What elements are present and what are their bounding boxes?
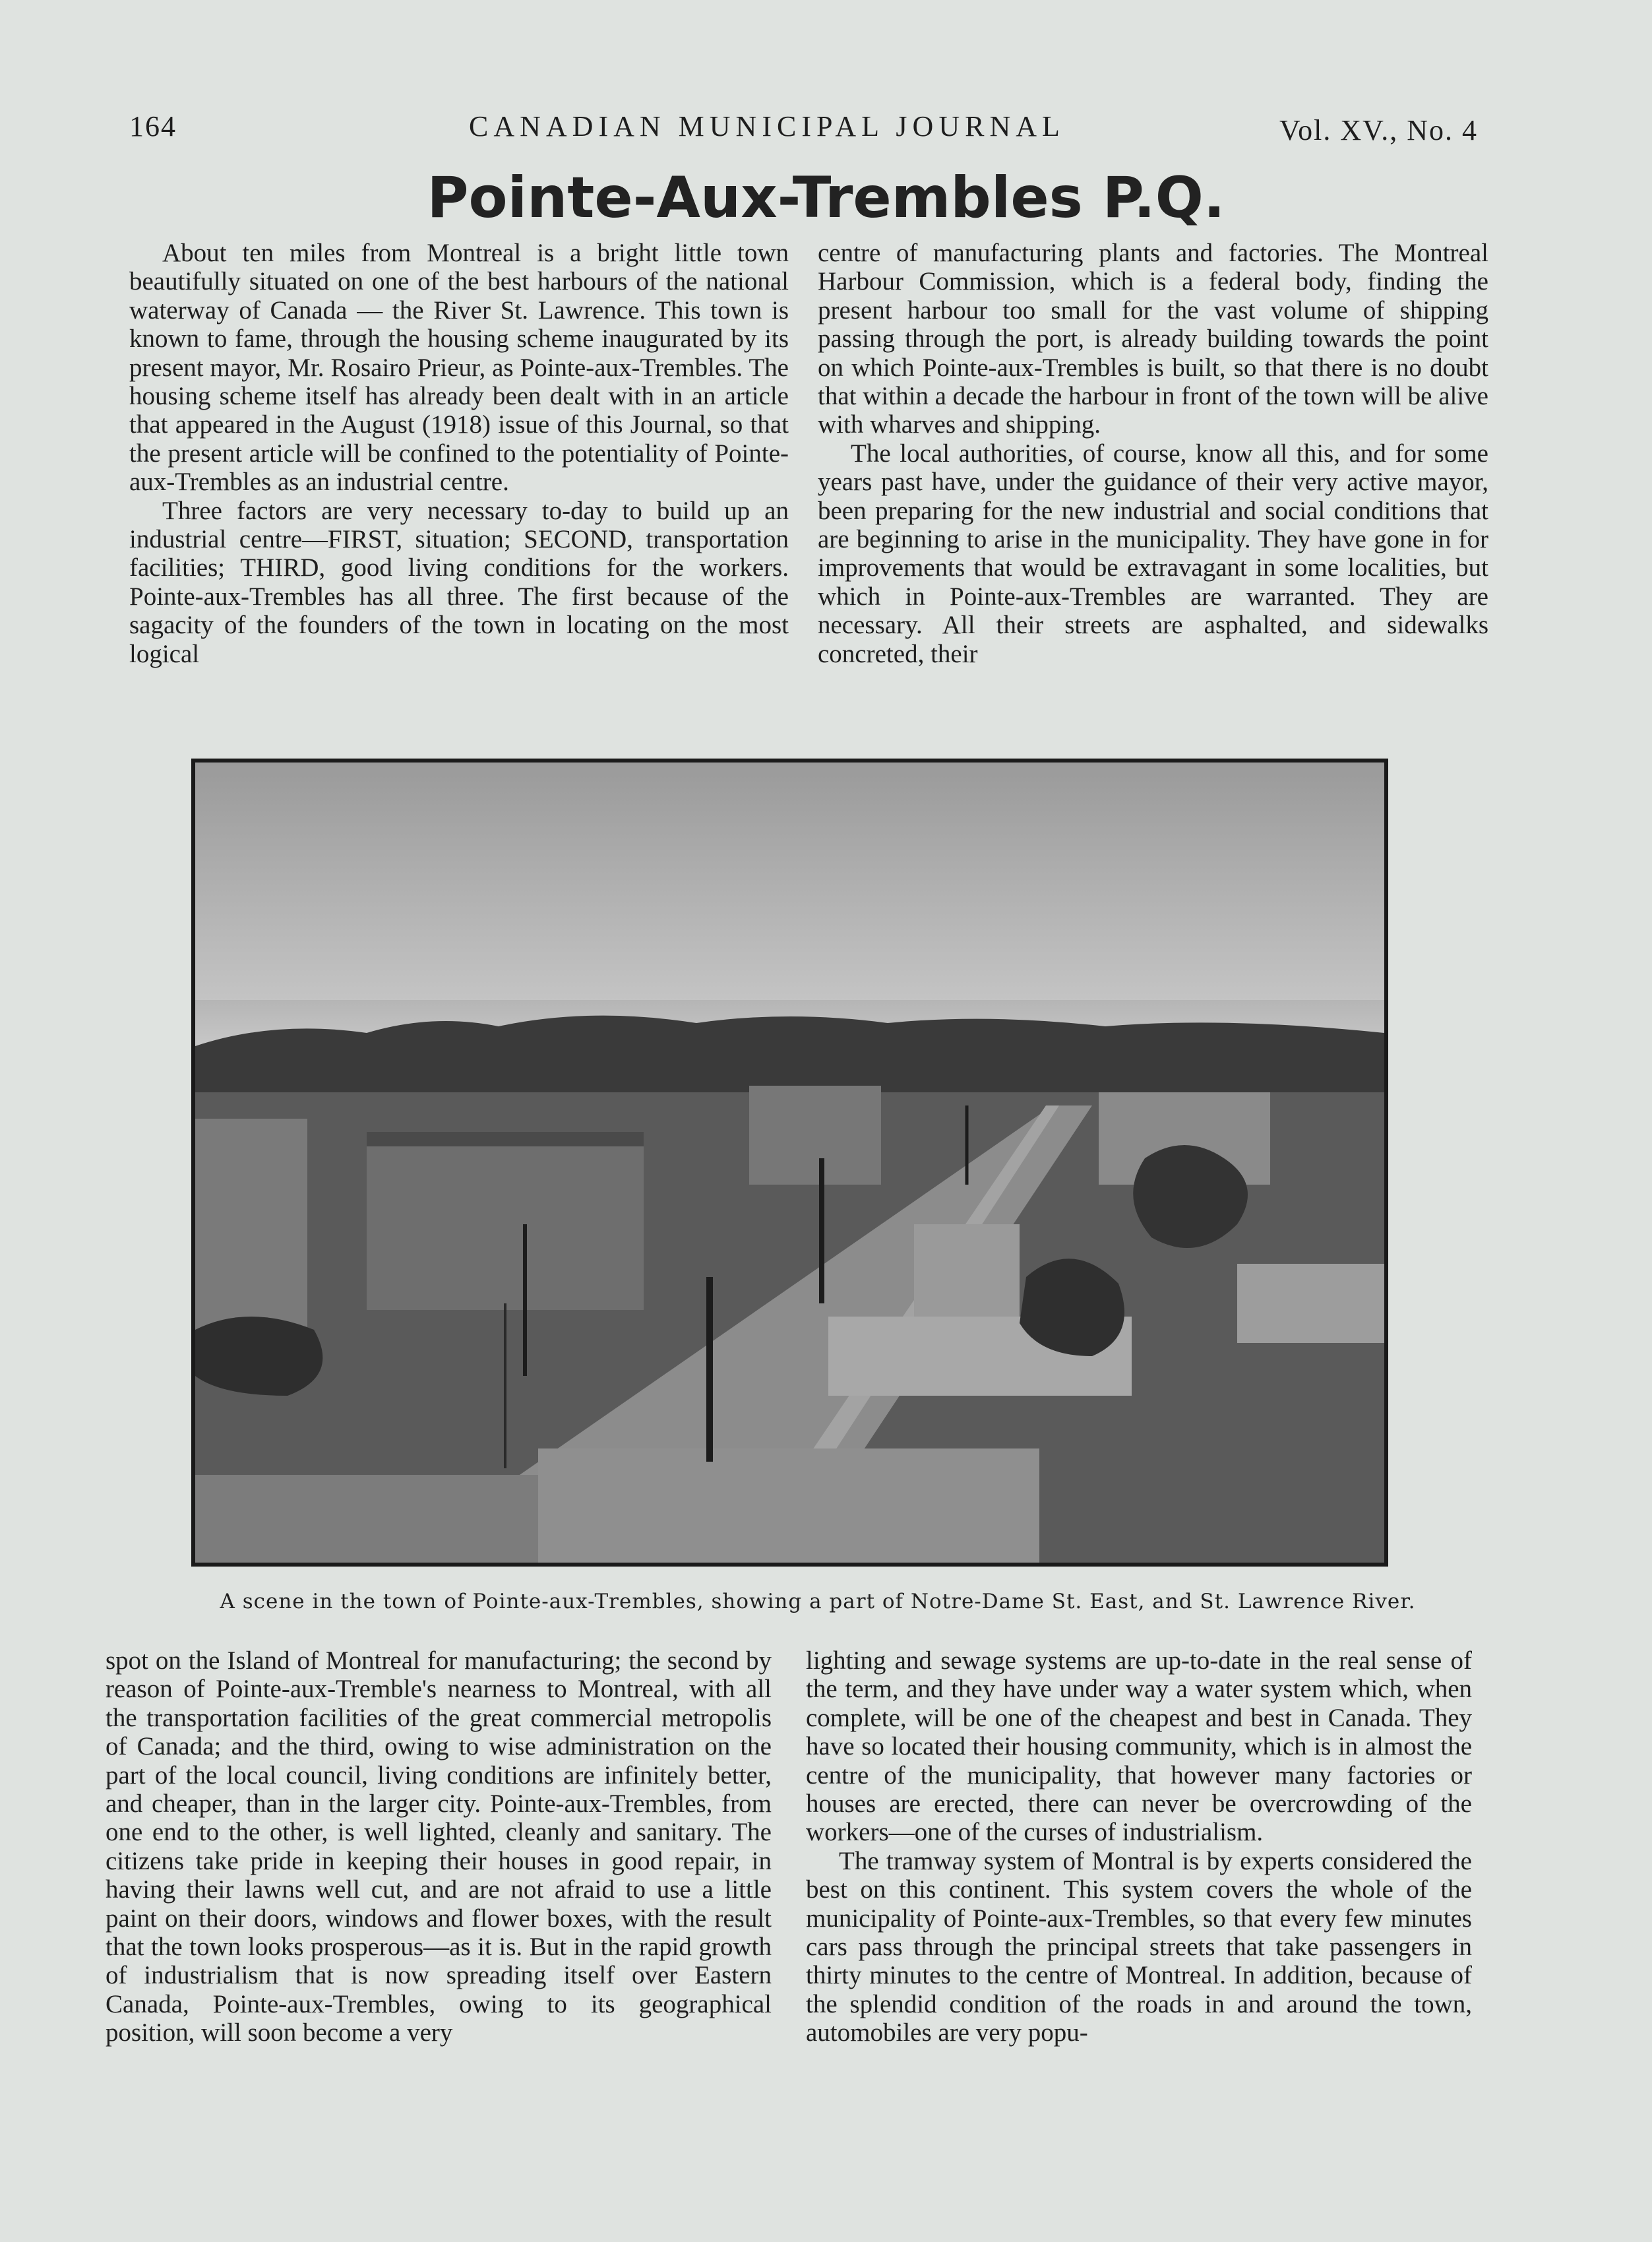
- foreground-roof: [538, 1448, 1039, 1563]
- volume-number: Vol. XV., No. 4: [1279, 114, 1478, 146]
- building-roof: [367, 1132, 644, 1146]
- article-title: Pointe-Aux-Trembles P.Q.: [427, 165, 1225, 231]
- column-top-left: [129, 239, 789, 735]
- paragraph: The local authorities, of course, know all this, and for some years past have, under the guidance of their very active mayor, been preparing for the new industrial and social conditions that are beginning to arise in the municipality. They have gone in for improvements that would be extravagant in some localities, but which in Pointe-aux-Trembles are warranted. They are necessary. All their streets are asphalted, and sidewalks concreted, their: [818, 439, 1488, 668]
- paragraph: centre of manufacturing plants and factories. The Montreal Harbour Commission, which is a federal body, finding the present harbour too small for the vast volume of shipping passing through the port, is already building towards the point on which Pointe-aux-Trembles is built, so that there is no doubt that within a decade the harbour in front of the town will be alive with wharves and shipping.: [818, 239, 1488, 439]
- photo-illustration: [195, 763, 1384, 1563]
- building: [749, 1086, 881, 1185]
- building: [195, 1119, 307, 1336]
- house: [914, 1224, 1020, 1317]
- paragraph: lighting and sewage systems are up-to-date in the real sense of the term, and they have under way a water system which, when complete, will be one of the cheapest and best in Canada. They have so located their housing community, which is in almost the centre of the municipality, that however many factories or houses are erected, there can never be overcrowding of the workers—one of the curses of industrialism.: [806, 1646, 1472, 1847]
- page-number: 164: [129, 110, 177, 142]
- photo-caption: A scene in the town of Pointe-aux-Trembles, showing a part of Notre-Dame St. East, and St. Lawrence River.: [220, 1590, 1416, 1613]
- running-head: [129, 106, 1478, 152]
- column-bottom-right: [806, 1646, 1472, 2148]
- paragraph: The tramway system of Montral is by experts considered the best on this continent. This system covers the whole of the municipality of Pointe-aux-Trembles, so that every few minutes cars pass through the principal streets that take passengers in thirty minutes to the centre of Montreal. In addition, because of the splendid condition of the roads in and around the town, automobiles are very popu-: [806, 1846, 1472, 2047]
- journal-name: CANADIAN MUNICIPAL JOURNAL: [469, 110, 1065, 142]
- building: [367, 1138, 644, 1310]
- paragraph: About ten miles from Montreal is a bright little town beautifully situated on one of the best harbours of the national waterway of Canada — the River St. Lawrence. This town is known to fame, through the housing scheme inaugurated by its present mayor, Mr. Rosairo Prieur, as Pointe-aux-Trembles. The housing scheme itself has already been dealt with in an article that appeared in the August (1918) issue of this Journal, so that the present article will be confined to the potentiality of Pointe-aux-Trembles as an industrial centre.: [129, 239, 789, 497]
- sky: [195, 763, 1384, 1013]
- tree: [195, 1317, 322, 1396]
- street-scene-photo: [191, 759, 1388, 1567]
- column-bottom-left: [106, 1646, 772, 2148]
- paragraph: Three factors are very necessary to-day to build up an industrial centre—FIRST, situation; SECOND, transportation facilities; THIRD, good living conditions for the workers. Pointe-aux-Trembles has all three. The first because of the sagacity of the founders of the town in locating on the most logical: [129, 496, 789, 668]
- column-top-right: [818, 239, 1488, 735]
- foreground-roof: [195, 1475, 538, 1563]
- paragraph: spot on the Island of Montreal for manufacturing; the second by reason of Pointe-aux-Tremble's nearness to Montreal, with all the transportation facilities of the great commercial metropolis of Canada; and the third, owing to wise administration on the part of the local council, living conditions are infinitely better, and cheaper, than in the larger city. Pointe-aux-Trembles, from one end to the other, is well lighted, cleanly and sanitary. The citizens take pride in keeping their houses in good repair, in having their lawns well cut, and are not afraid to use a little paint on their doors, windows and flower boxes, with the result that the town looks prosperous—as it is. But in the rapid growth of industrialism that is now spreading itself over Eastern Canada, Pointe-aux-Trembles, owing to its geographical position, will soon become a very: [106, 1646, 772, 2047]
- shed-roof: [1237, 1264, 1384, 1343]
